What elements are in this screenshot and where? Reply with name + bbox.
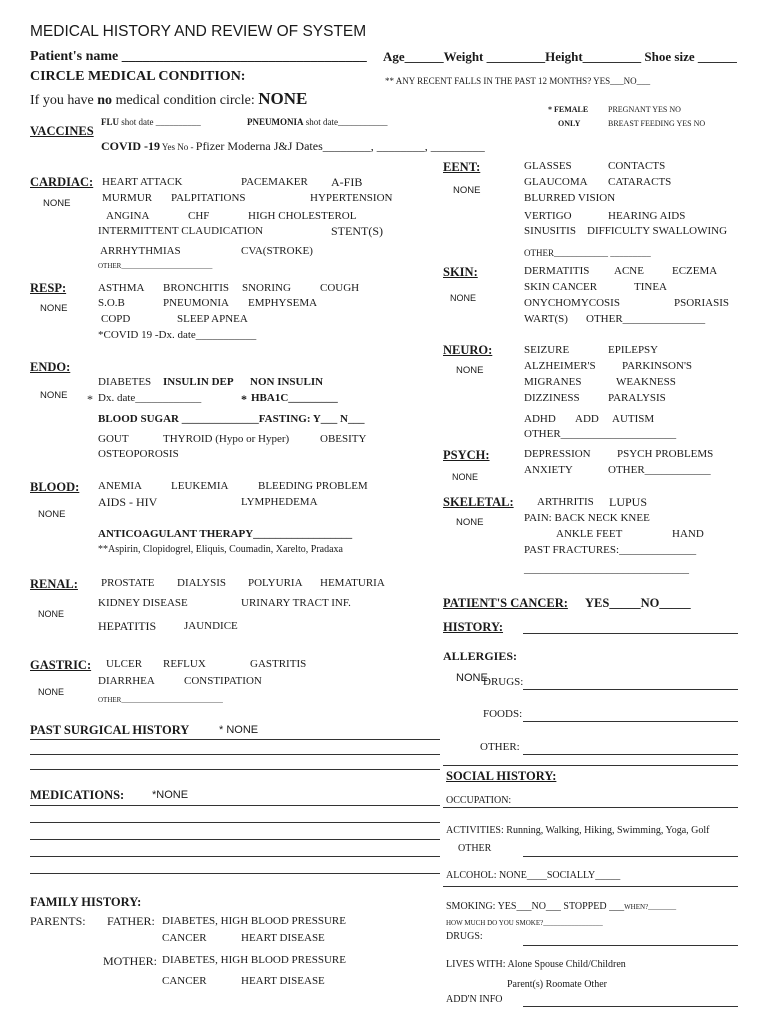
skeletal-ankle-feet[interactable]: ANKLE FEET bbox=[556, 528, 623, 540]
endo-obesity[interactable]: OBESITY bbox=[320, 433, 367, 445]
endo-star-1: * bbox=[87, 392, 93, 406]
resp-emphysema[interactable]: EMPHYSEMA bbox=[248, 297, 318, 309]
psych-psych-problems[interactable]: PSYCH PROBLEMS bbox=[617, 448, 714, 460]
allergies-none-option[interactable]: NONE bbox=[456, 672, 488, 684]
social-activities-other-label: OTHER bbox=[458, 843, 492, 854]
cardiac-chf[interactable]: CHF bbox=[188, 210, 210, 222]
family-parents-label: PARENTS: bbox=[30, 914, 86, 928]
resp-covid-dx-field[interactable]: *COVID 19 -Dx. date___________ bbox=[98, 329, 257, 341]
no-condition-instruction: If you have no medical condition circle: NONE bbox=[30, 89, 308, 108]
skeletal-hand[interactable]: HAND bbox=[672, 528, 704, 540]
medications-line-2[interactable] bbox=[30, 822, 440, 823]
endo-hba1c-field[interactable]: HBA1C_________ bbox=[251, 392, 338, 404]
social-activities-options[interactable]: ACTIVITIES: Running, Walking, Hiking, Swimming, Yoga, Golf bbox=[446, 825, 710, 836]
flu-shot-field[interactable]: FLU shot date __________ bbox=[101, 117, 201, 127]
neuro-seizure[interactable]: SEIZURE bbox=[524, 344, 570, 356]
neuro-migranes[interactable]: MIGRANES bbox=[524, 376, 582, 388]
psych-anxiety[interactable]: ANXIETY bbox=[524, 464, 573, 476]
family-mother-cancer[interactable]: CANCER bbox=[162, 975, 207, 987]
neuro-dizziness[interactable]: DIZZINESS bbox=[524, 392, 580, 404]
cardiac-none-option[interactable]: NONE bbox=[43, 198, 71, 209]
patient-name-field[interactable]: Patient's name ___________________________________ bbox=[30, 49, 367, 64]
gastric-none-option[interactable]: NONE bbox=[38, 687, 65, 697]
endo-diabetes[interactable]: DIABETES bbox=[98, 376, 152, 388]
skeletal-none-option[interactable]: NONE bbox=[456, 517, 484, 528]
cancer-yes-no-field[interactable]: YES_____NO_____ bbox=[585, 596, 691, 610]
skin-dermatitis[interactable]: DERMATITIS bbox=[524, 265, 590, 277]
skeletal-heading: SKELETAL: bbox=[443, 495, 514, 509]
renal-heading: RENAL: bbox=[30, 577, 78, 591]
neuro-none-option[interactable]: NONE bbox=[456, 365, 484, 376]
past-surgical-line-3[interactable] bbox=[30, 769, 440, 770]
endo-osteoporosis[interactable]: OSTEOPOROSIS bbox=[98, 448, 179, 460]
neuro-other-field[interactable]: OTHER_____________________ bbox=[524, 428, 677, 440]
resp-none-option[interactable]: NONE bbox=[40, 303, 68, 314]
cardiac-palpitations[interactable]: PALPITATIONS bbox=[171, 192, 246, 204]
skin-none-option[interactable]: NONE bbox=[450, 293, 477, 303]
renal-kidney-disease[interactable]: KIDNEY DISEASE bbox=[98, 597, 188, 609]
renal-hematuria[interactable]: HEMATURIA bbox=[320, 577, 385, 589]
blood-anticoag-examples: **Aspirin, Clopidogrel, Eliquis, Coumadin, Xarelto, Pradaxa bbox=[98, 544, 343, 555]
allergies-foods-label: FOODS: bbox=[483, 708, 523, 720]
family-father-diabetes-hbp[interactable]: DIABETES, HIGH BLOOD PRESSURE bbox=[162, 915, 346, 927]
gastric-ulcer[interactable]: ULCER bbox=[106, 658, 143, 670]
form-title: MEDICAL HISTORY AND REVIEW OF SYSTEM bbox=[30, 23, 367, 40]
psych-none-option[interactable]: NONE bbox=[452, 472, 479, 482]
female-only-label: * FEMALE bbox=[548, 105, 589, 114]
social-addn-info-line[interactable] bbox=[523, 1006, 738, 1007]
renal-polyuria[interactable]: POLYURIA bbox=[248, 577, 303, 589]
eent-contacts[interactable]: CONTACTS bbox=[608, 160, 666, 172]
resp-cough[interactable]: COUGH bbox=[320, 282, 360, 294]
renal-jaundice[interactable]: JAUNDICE bbox=[184, 620, 238, 632]
resp-bronchitis[interactable]: BRONCHITIS bbox=[163, 282, 230, 294]
psych-depression[interactable]: DEPRESSION bbox=[524, 448, 591, 460]
past-surgical-none-option[interactable]: * NONE bbox=[219, 724, 259, 736]
neuro-adhd[interactable]: ADHD bbox=[524, 413, 556, 425]
allergies-drugs-line[interactable] bbox=[523, 689, 738, 690]
social-divider bbox=[443, 765, 738, 766]
cardiac-claudication[interactable]: INTERMITTENT CLAUDICATION bbox=[98, 225, 264, 237]
cardiac-hypertension[interactable]: HYPERTENSION bbox=[310, 192, 393, 204]
cardiac-high-cholesterol[interactable]: HIGH CHOLESTEROL bbox=[248, 210, 357, 222]
age-weight-height-field[interactable]: Age______Weight _________Height_________ Shoe size ______ bbox=[383, 49, 737, 64]
social-lives-with-options-2[interactable]: Parent(s) Roomate Other bbox=[507, 979, 607, 990]
blood-aids-hiv[interactable]: AIDS - HIV bbox=[98, 495, 158, 509]
endo-insulin-dep[interactable]: INSULIN DEP bbox=[163, 376, 234, 388]
blood-lymphedema[interactable]: LYMPHEDEMA bbox=[241, 496, 318, 508]
vaccines-heading: VACCINES bbox=[30, 124, 94, 138]
neuro-heading: NEURO: bbox=[443, 343, 493, 357]
family-mother-diabetes-hbp[interactable]: DIABETES, HIGH BLOOD PRESSURE bbox=[162, 954, 346, 966]
medications-line-1[interactable] bbox=[30, 805, 440, 806]
eent-sinusitis[interactable]: SINUSITIS bbox=[524, 225, 576, 237]
resp-sob[interactable]: S.O.B bbox=[98, 297, 125, 309]
skeletal-past-fractures-field[interactable]: PAST FRACTURES:______________ bbox=[524, 544, 697, 556]
eent-heading: EENT: bbox=[443, 160, 481, 174]
social-alcohol-line bbox=[443, 886, 738, 887]
medications-none-option[interactable]: *NONE bbox=[152, 789, 189, 801]
cardiac-other-field[interactable]: OTHER__________________________ bbox=[98, 262, 213, 270]
medications-line-4[interactable] bbox=[30, 856, 440, 857]
skin-eczema[interactable]: ECZEMA bbox=[672, 265, 718, 277]
social-drugs-line[interactable] bbox=[523, 945, 738, 946]
gastric-constipation[interactable]: CONSTIPATION bbox=[184, 675, 262, 687]
past-surgical-line-2[interactable] bbox=[30, 754, 440, 755]
blood-none-option[interactable]: NONE bbox=[38, 509, 66, 520]
allergies-other-label: OTHER: bbox=[480, 741, 520, 753]
renal-prostate[interactable]: PROSTATE bbox=[101, 577, 155, 589]
family-father-label: FATHER: bbox=[107, 914, 155, 928]
social-drugs-label: DRUGS: bbox=[446, 931, 483, 942]
cardiac-stents[interactable]: STENT(S) bbox=[331, 224, 383, 238]
resp-asthma[interactable]: ASTHMA bbox=[98, 282, 145, 294]
neuro-alzheimers[interactable]: ALZHEIMER'S bbox=[524, 360, 596, 372]
cardiac-cva-stroke[interactable]: CVA(STROKE) bbox=[241, 245, 313, 257]
resp-copd[interactable]: COPD bbox=[101, 313, 131, 325]
social-occupation-line[interactable] bbox=[443, 807, 738, 808]
skeletal-arthritis[interactable]: ARTHRITIS bbox=[537, 496, 594, 508]
endo-dx-date-field[interactable]: Dx. date____________ bbox=[98, 392, 202, 404]
blood-heading: BLOOD: bbox=[30, 480, 80, 494]
family-mother-heart-disease[interactable]: HEART DISEASE bbox=[241, 975, 325, 987]
renal-uti[interactable]: URINARY TRACT INF. bbox=[241, 597, 351, 609]
neuro-autism[interactable]: AUTISM bbox=[612, 413, 655, 425]
gastric-gastritis[interactable]: GASTRITIS bbox=[250, 658, 307, 670]
eent-glasses[interactable]: GLASSES bbox=[524, 160, 572, 172]
gastric-heading: GASTRIC: bbox=[30, 658, 92, 672]
gastric-other-field[interactable]: OTHER_____________________________ bbox=[98, 696, 223, 704]
social-lives-with-options[interactable]: LIVES WITH: Alone Spouse Child/Children bbox=[446, 959, 626, 970]
endo-none-option[interactable]: NONE bbox=[40, 390, 68, 401]
skin-other-field[interactable]: OTHER_______________ bbox=[586, 313, 706, 325]
allergies-drugs-label: DRUGS: bbox=[483, 676, 524, 688]
past-surgical-line-1[interactable] bbox=[30, 739, 440, 740]
skin-onychomycosis[interactable]: ONYCHOMYCOSIS bbox=[524, 297, 620, 309]
cardiac-heading: CARDIAC: bbox=[30, 175, 94, 189]
psych-heading: PSYCH: bbox=[443, 448, 490, 462]
cancer-history-label: HISTORY: bbox=[443, 620, 504, 634]
skeletal-lupus[interactable]: LUPUS bbox=[609, 495, 648, 509]
eent-difficulty-swallowing[interactable]: DIFFICULTY SWALLOWING bbox=[587, 225, 728, 237]
family-mother-label: MOTHER: bbox=[103, 954, 157, 968]
eent-glaucoma[interactable]: GLAUCOMA bbox=[524, 176, 588, 188]
skin-acne[interactable]: ACNE bbox=[614, 265, 644, 277]
family-father-cancer[interactable]: CANCER bbox=[162, 932, 207, 944]
resp-heading: RESP: bbox=[30, 281, 67, 295]
endo-blood-sugar-field[interactable]: BLOOD SUGAR ______________FASTING: Y___ N___ bbox=[98, 413, 365, 425]
cardiac-murmur[interactable]: MURMUR bbox=[102, 192, 153, 204]
cardiac-angina[interactable]: ANGINA bbox=[106, 210, 150, 222]
social-occupation-label: OCCUPATION: bbox=[446, 795, 512, 806]
female-only-label-2: ONLY bbox=[558, 119, 581, 128]
renal-dialysis[interactable]: DIALYSIS bbox=[177, 577, 227, 589]
allergies-other-line[interactable] bbox=[523, 754, 738, 755]
family-father-heart-disease[interactable]: HEART DISEASE bbox=[241, 932, 325, 944]
social-alcohol-field[interactable]: ALCOHOL: NONE____SOCIALLY_____ bbox=[446, 870, 621, 881]
eent-cataracts[interactable]: CATARACTS bbox=[608, 176, 672, 188]
neuro-weakness[interactable]: WEAKNESS bbox=[616, 376, 676, 388]
gastric-reflux[interactable]: REFLUX bbox=[163, 658, 206, 670]
neuro-parkinsons[interactable]: PARKINSON'S bbox=[622, 360, 693, 372]
pregnant-question[interactable]: PREGNANT YES NO bbox=[608, 105, 681, 114]
blood-anemia[interactable]: ANEMIA bbox=[98, 480, 142, 492]
eent-hearing-aids[interactable]: HEARING AIDS bbox=[608, 210, 686, 222]
eent-vertigo[interactable]: VERTIGO bbox=[524, 210, 572, 222]
blood-anticoag-field[interactable]: ANTICOAGULANT THERAPY__________________ bbox=[98, 528, 353, 540]
skin-skin-cancer[interactable]: SKIN CANCER bbox=[524, 281, 598, 293]
skin-psoriasis[interactable]: PSORIASIS bbox=[674, 297, 730, 309]
cardiac-afib[interactable]: A-FIB bbox=[331, 175, 363, 189]
cancer-heading: PATIENT'S CANCER: bbox=[443, 596, 568, 610]
blood-leukemia[interactable]: LEUKEMIA bbox=[171, 480, 229, 492]
skin-warts[interactable]: WART(S) bbox=[524, 313, 568, 325]
social-smoking-field[interactable]: SMOKING: YES___NO___ STOPPED ___WHEN?________ bbox=[446, 901, 677, 912]
cardiac-pacemaker[interactable]: PACEMAKER bbox=[241, 176, 308, 188]
skin-heading: SKIN: bbox=[443, 265, 478, 279]
circle-condition-heading: CIRCLE MEDICAL CONDITION: bbox=[30, 69, 246, 84]
past-surgical-heading: PAST SURGICAL HISTORY bbox=[30, 723, 190, 737]
medications-heading: MEDICATIONS: bbox=[30, 788, 125, 802]
gastric-diarrhea[interactable]: DIARRHEA bbox=[98, 675, 155, 687]
resp-pneumonia[interactable]: PNEUMONIA bbox=[163, 297, 229, 309]
social-how-much-smoke-field[interactable]: HOW MUCH DO YOU SMOKE?_________________ bbox=[446, 919, 603, 927]
neuro-epilepsy[interactable]: EPILEPSY bbox=[608, 344, 659, 356]
resp-snoring[interactable]: SNORING bbox=[242, 282, 291, 294]
endo-heading: ENDO: bbox=[30, 360, 71, 374]
skeletal-blank-line[interactable]: ______________________________ bbox=[524, 563, 689, 575]
endo-thyroid[interactable]: THYROID (Hypo or Hyper) bbox=[163, 433, 290, 445]
endo-non-insulin[interactable]: NON INSULIN bbox=[250, 376, 324, 388]
social-history-heading: SOCIAL HISTORY: bbox=[446, 769, 557, 783]
blood-bleeding-problem[interactable]: BLEEDING PROBLEM bbox=[258, 480, 368, 492]
cardiac-arrhythmias[interactable]: ARRHYTHMIAS bbox=[100, 245, 181, 257]
neuro-paralysis[interactable]: PARALYSIS bbox=[608, 392, 666, 404]
resp-sleep-apnea[interactable]: SLEEP APNEA bbox=[177, 313, 248, 325]
cardiac-heart-attack[interactable]: HEART ATTACK bbox=[102, 176, 183, 188]
family-history-heading: FAMILY HISTORY: bbox=[30, 895, 142, 909]
endo-star-2: * bbox=[241, 392, 247, 406]
psych-other-field[interactable]: OTHER____________ bbox=[608, 464, 711, 476]
medications-line-3[interactable] bbox=[30, 839, 440, 840]
cancer-history-line[interactable] bbox=[523, 633, 738, 634]
recent-falls-question[interactable]: ** ANY RECENT FALLS IN THE PAST 12 MONTHS? YES___NO___ bbox=[385, 76, 651, 86]
none-global-option[interactable]: NONE bbox=[258, 89, 308, 108]
eent-blurred-vision[interactable]: BLURRED VISION bbox=[524, 192, 616, 204]
skin-tinea[interactable]: TINEA bbox=[634, 281, 667, 293]
neuro-add[interactable]: ADD bbox=[575, 413, 599, 425]
eent-none-option[interactable]: NONE bbox=[453, 185, 481, 196]
endo-gout[interactable]: GOUT bbox=[98, 433, 129, 445]
covid-vaccine-field[interactable]: COVID -19 Yes No - Pfizer Moderna J&J Dates________, ________, _________ bbox=[101, 139, 485, 153]
pneumonia-shot-field[interactable]: PNEUMONIA shot date___________ bbox=[247, 117, 388, 127]
renal-hepatitis[interactable]: HEPATITIS bbox=[98, 619, 157, 633]
allergies-foods-line[interactable] bbox=[523, 721, 738, 722]
allergies-heading: ALLERGIES: bbox=[443, 649, 518, 663]
medications-line-5[interactable] bbox=[30, 873, 440, 874]
breastfeeding-question[interactable]: BREAST FEEDING YES NO bbox=[608, 119, 706, 128]
eent-other-field[interactable]: OTHER____________ _________ bbox=[524, 248, 651, 258]
social-addn-info-label: ADD'N INFO bbox=[446, 994, 503, 1005]
renal-none-option[interactable]: NONE bbox=[38, 609, 65, 619]
skeletal-pain-back-neck-knee[interactable]: PAIN: BACK NECK KNEE bbox=[524, 512, 650, 524]
social-activities-other-line[interactable] bbox=[523, 856, 738, 857]
